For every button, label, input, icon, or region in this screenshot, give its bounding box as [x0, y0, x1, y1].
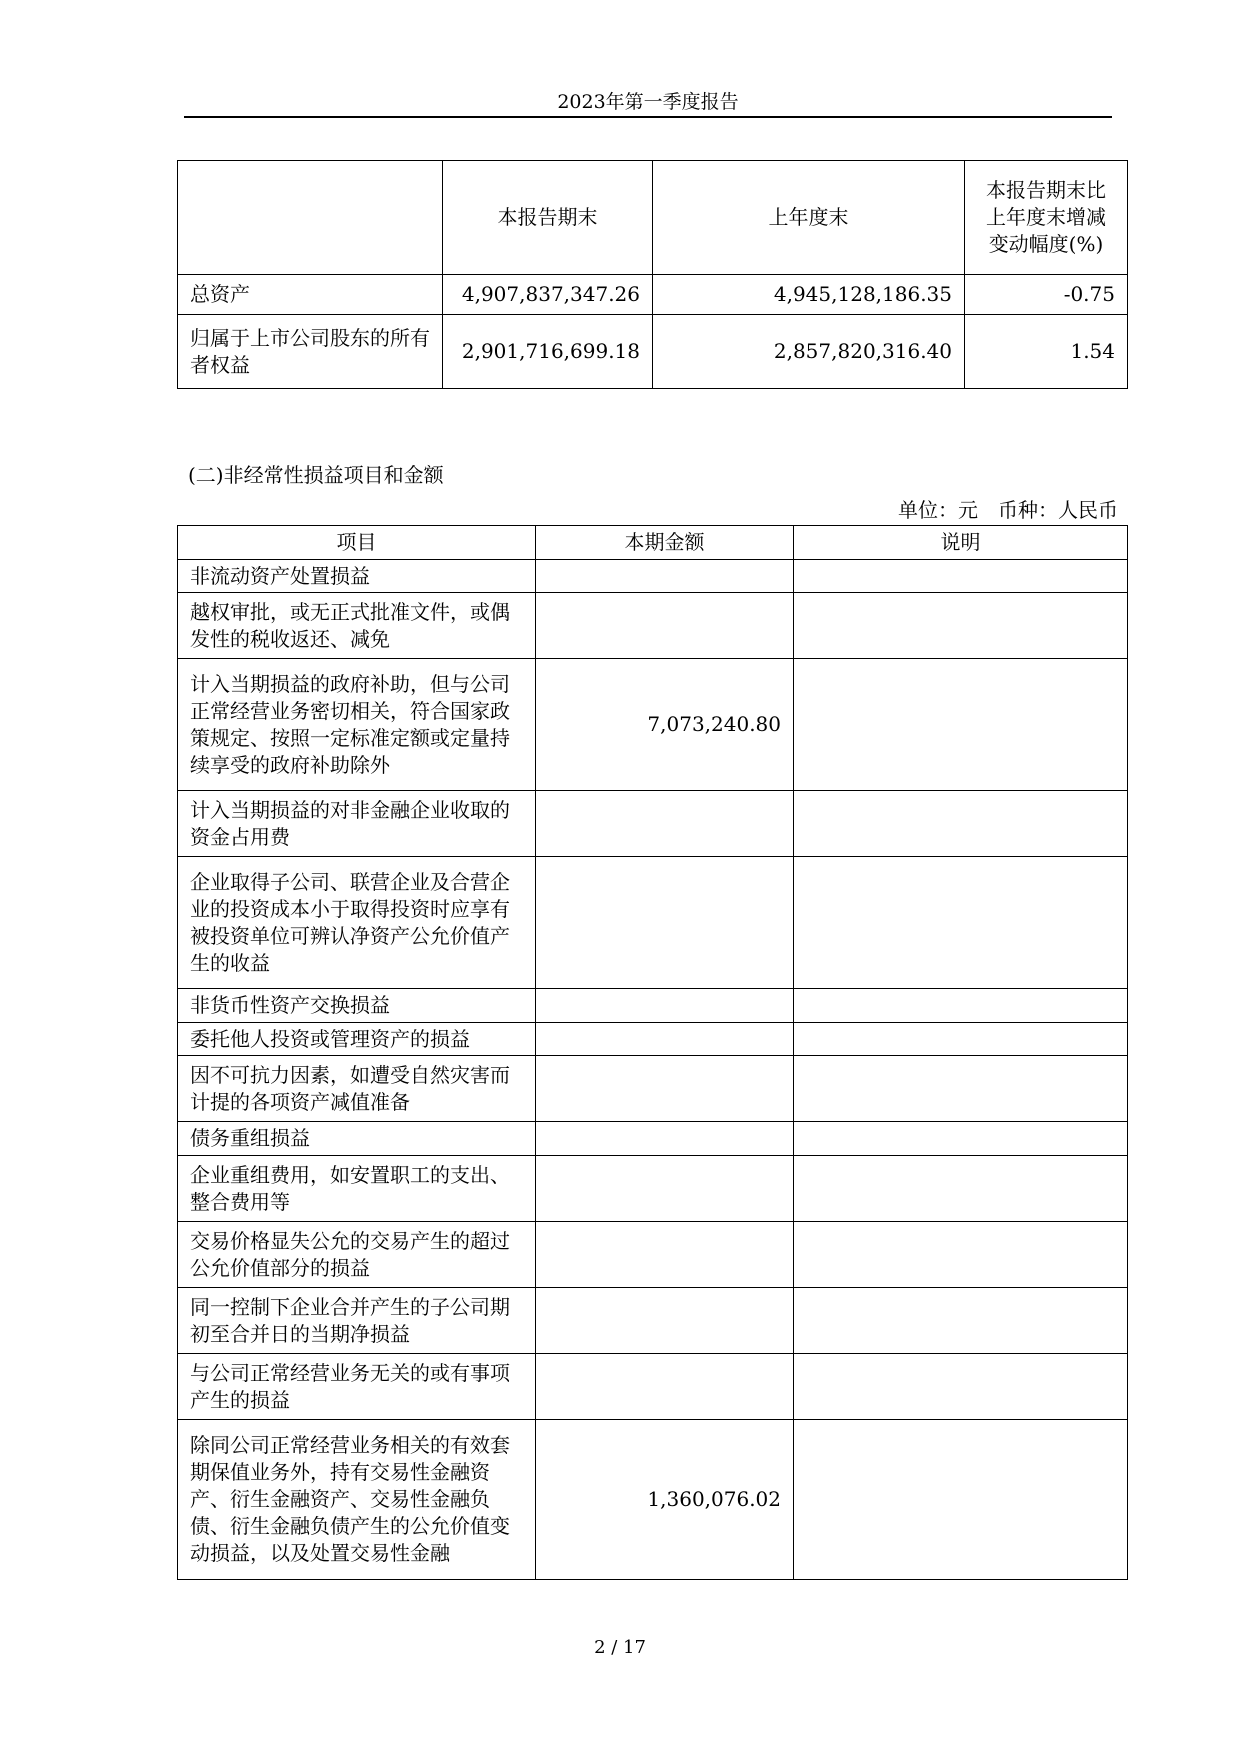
row-amount [536, 1056, 794, 1122]
row-note [794, 989, 1128, 1023]
table-row [178, 1156, 1128, 1222]
row-item: 因不可抗力因素，如遭受自然灾害而计提的各项资产减值准备 [178, 1056, 536, 1122]
row-item: 除同公司正常经营业务相关的有效套期保值业务外，持有交易性金融资产、衍生金融资产、交易性金融负债、衍生金融负债产生的公允价值变动损益，以及处置交易性金融 [178, 1420, 536, 1580]
row-note [794, 1156, 1128, 1222]
row-item: 企业重组费用，如安置职工的支出、整合费用等 [178, 1156, 536, 1222]
table-row [178, 1023, 1128, 1056]
table-row [178, 1420, 1128, 1580]
row-item: 交易价格显失公允的交易产生的超过公允价值部分的损益 [178, 1222, 536, 1288]
row-amount [536, 560, 794, 593]
row-item: 委托他人投资或管理资产的损益 [178, 1023, 536, 1056]
row-note [794, 1023, 1128, 1056]
row-note [794, 1122, 1128, 1156]
row-amount: 7,073,240.80 [536, 659, 794, 791]
header-rule [184, 116, 1112, 118]
page-number: 2 / 17 [594, 1637, 646, 1658]
column-header-note: 说明 [794, 526, 1128, 560]
section-title: (二)非经常性损益项目和金额 [188, 463, 444, 487]
row-item: 非流动资产处置损益 [178, 560, 536, 593]
row-note [794, 1420, 1128, 1580]
row-amount: 1,360,076.02 [536, 1420, 794, 1580]
row-item: 与公司正常经营业务无关的或有事项产生的损益 [178, 1354, 536, 1420]
row-amount [536, 1023, 794, 1056]
column-header-amount: 本期金额 [536, 526, 794, 560]
column-header-current: 本报告期末 [443, 161, 653, 275]
row-amount [536, 593, 794, 659]
row-note [794, 857, 1128, 989]
row-current: 2,901,716,699.18 [443, 315, 653, 389]
table-row [178, 315, 1128, 389]
row-note [794, 593, 1128, 659]
table-row [178, 857, 1128, 989]
row-amount [536, 791, 794, 857]
row-amount [536, 989, 794, 1023]
row-prior: 2,857,820,316.40 [653, 315, 965, 389]
row-item: 企业取得子公司、联营企业及合营企业的投资成本小于取得投资时应享有被投资单位可辨认净资产公允价值产生的收益 [178, 857, 536, 989]
row-item: 越权审批，或无正式批准文件，或偶发性的税收返还、减免 [178, 593, 536, 659]
row-amount [536, 857, 794, 989]
row-note [794, 1056, 1128, 1122]
row-prior: 4,945,128,186.35 [653, 275, 965, 315]
column-header-item [178, 161, 443, 275]
row-item: 非货币性资产交换损益 [178, 989, 536, 1023]
column-header-change: 本报告期末比上年度末增减变动幅度(%) [965, 161, 1128, 275]
table-row [178, 1288, 1128, 1354]
table-row [178, 1354, 1128, 1420]
table-row [178, 791, 1128, 857]
table-row [178, 1056, 1128, 1122]
row-note [794, 1354, 1128, 1420]
unit-currency-label: 单位：元 币种：人民币 [898, 498, 1118, 522]
row-item: 计入当期损益的政府补助，但与公司正常经营业务密切相关，符合国家政策规定、按照一定标准定额或定量持续享受的政府补助除外 [178, 659, 536, 791]
row-note [794, 1288, 1128, 1354]
table-row [178, 989, 1128, 1023]
row-amount [536, 1288, 794, 1354]
row-item: 计入当期损益的对非金融企业收取的资金占用费 [178, 791, 536, 857]
table-row [178, 659, 1128, 791]
page-header: 2023年第一季度报告 [557, 91, 739, 113]
row-amount [536, 1156, 794, 1222]
row-amount [536, 1354, 794, 1420]
row-amount [536, 1122, 794, 1156]
table-row [178, 1122, 1128, 1156]
row-note [794, 560, 1128, 593]
row-change: 1.54 [965, 315, 1128, 389]
nonrecurring-items-table [177, 525, 1128, 1580]
row-item: 同一控制下企业合并产生的子公司期初至合并日的当期净损益 [178, 1288, 536, 1354]
row-current: 4,907,837,347.26 [443, 275, 653, 315]
row-note [794, 659, 1128, 791]
row-item: 总资产 [178, 275, 443, 315]
column-header-prior: 上年度末 [653, 161, 965, 275]
row-note [794, 791, 1128, 857]
row-note [794, 1222, 1128, 1288]
table-header-row [178, 526, 1128, 560]
column-header-item: 项目 [178, 526, 536, 560]
row-item: 债务重组损益 [178, 1122, 536, 1156]
row-item: 归属于上市公司股东的所有者权益 [178, 315, 443, 389]
row-amount [536, 1222, 794, 1288]
table-row [178, 560, 1128, 593]
balance-summary-table [177, 160, 1128, 389]
row-change: -0.75 [965, 275, 1128, 315]
table-row [178, 275, 1128, 315]
table-row [178, 1222, 1128, 1288]
table-row [178, 593, 1128, 659]
table-header-row [178, 161, 1128, 275]
